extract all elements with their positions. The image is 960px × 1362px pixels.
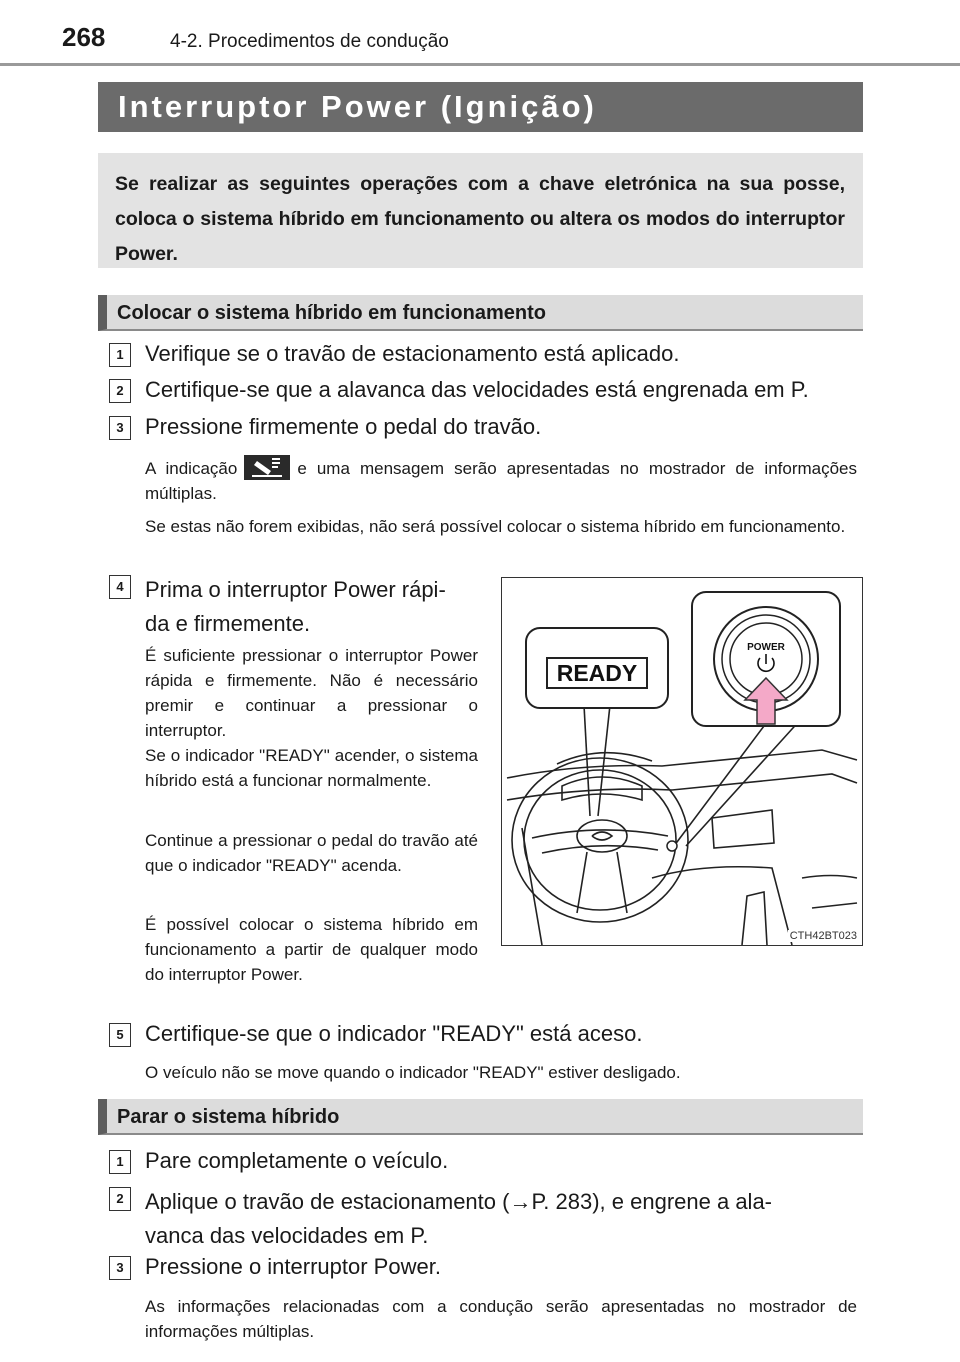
- section-heading-stop: Parar o sistema híbrido: [98, 1099, 863, 1135]
- step-text: Prima o interruptor Power rápi- da e firmemente.: [145, 577, 446, 636]
- step-note: É suficiente pressionar o interruptor Power rápida e firmemente. Não é necessário premir e continuar a pressionar o interruptor.: [145, 646, 478, 740]
- step-text: Certifique-se que o indicador "READY" está aceso.: [145, 1021, 643, 1046]
- step-note: Se estas não forem exibidas, não será possível colocar o sistema híbrido em funcionamento.: [145, 517, 846, 536]
- step-note: As informações relacionadas com a condução serão apresentadas no mostrador de informações múltiplas.: [145, 1297, 857, 1341]
- step-text: Pressione firmemente o pedal do travão.: [145, 414, 542, 439]
- header-divider: [0, 63, 960, 66]
- step-number: 2: [109, 1187, 131, 1211]
- step-number: 1: [109, 343, 131, 367]
- step-note: É possível colocar o sistema híbrido em funcionamento a partir de qualquer modo do interruptor Power.: [145, 915, 478, 984]
- step-number: 2: [109, 379, 131, 403]
- ready-label: READY: [556, 660, 638, 686]
- page-title: Interruptor Power (Ignição): [98, 82, 863, 132]
- dashboard-drawing: [502, 578, 862, 945]
- step-text: Pare completamente o veículo.: [145, 1148, 449, 1173]
- step-note: O veículo não se move quando o indicador "READY" estiver desligado.: [145, 1063, 681, 1082]
- step-note: Se o indicador "READY" acender, o sistema híbrido está a funcionar normalmente.: [145, 746, 478, 790]
- step-number: 4: [109, 575, 131, 599]
- power-label: POWER: [747, 642, 785, 653]
- chapter-title: 4-2. Procedimentos de condução: [170, 31, 449, 52]
- intro-box: Se realizar as seguintes operações com a chave eletrónica na sua posse, coloca o sistema híbrido em funcionamento ou altera os modos do interruptor Power.: [98, 153, 863, 268]
- step-text: Verifique se o travão de estacionamento está aplicado.: [145, 341, 680, 366]
- step-number: 5: [109, 1023, 131, 1047]
- page-number: 268: [62, 22, 106, 52]
- section-heading-start: Colocar o sistema híbrido em funcionamento: [98, 295, 863, 331]
- step-number: 3: [109, 1256, 131, 1280]
- dashboard-illustration: [501, 577, 863, 946]
- figure-code: CTH42BT023: [789, 930, 857, 942]
- brake-pedal-icon: [244, 455, 290, 480]
- step-number: 1: [109, 1150, 131, 1174]
- step-text: Aplique o travão de estacionamento (→P. 283), e engrene a ala- vanca das velocidades em P.: [145, 1189, 772, 1248]
- step-note: A indicação e uma mensagem serão apresentadas no mostrador de informações múltiplas.: [145, 455, 857, 506]
- step-note: Continue a pressionar o pedal do travão até que o indicador "READY" acenda.: [145, 831, 478, 875]
- step-text: Pressione o interruptor Power.: [145, 1254, 441, 1279]
- step-text: Certifique-se que a alavanca das velocidades está engrenada em P.: [145, 377, 809, 402]
- step-number: 3: [109, 416, 131, 440]
